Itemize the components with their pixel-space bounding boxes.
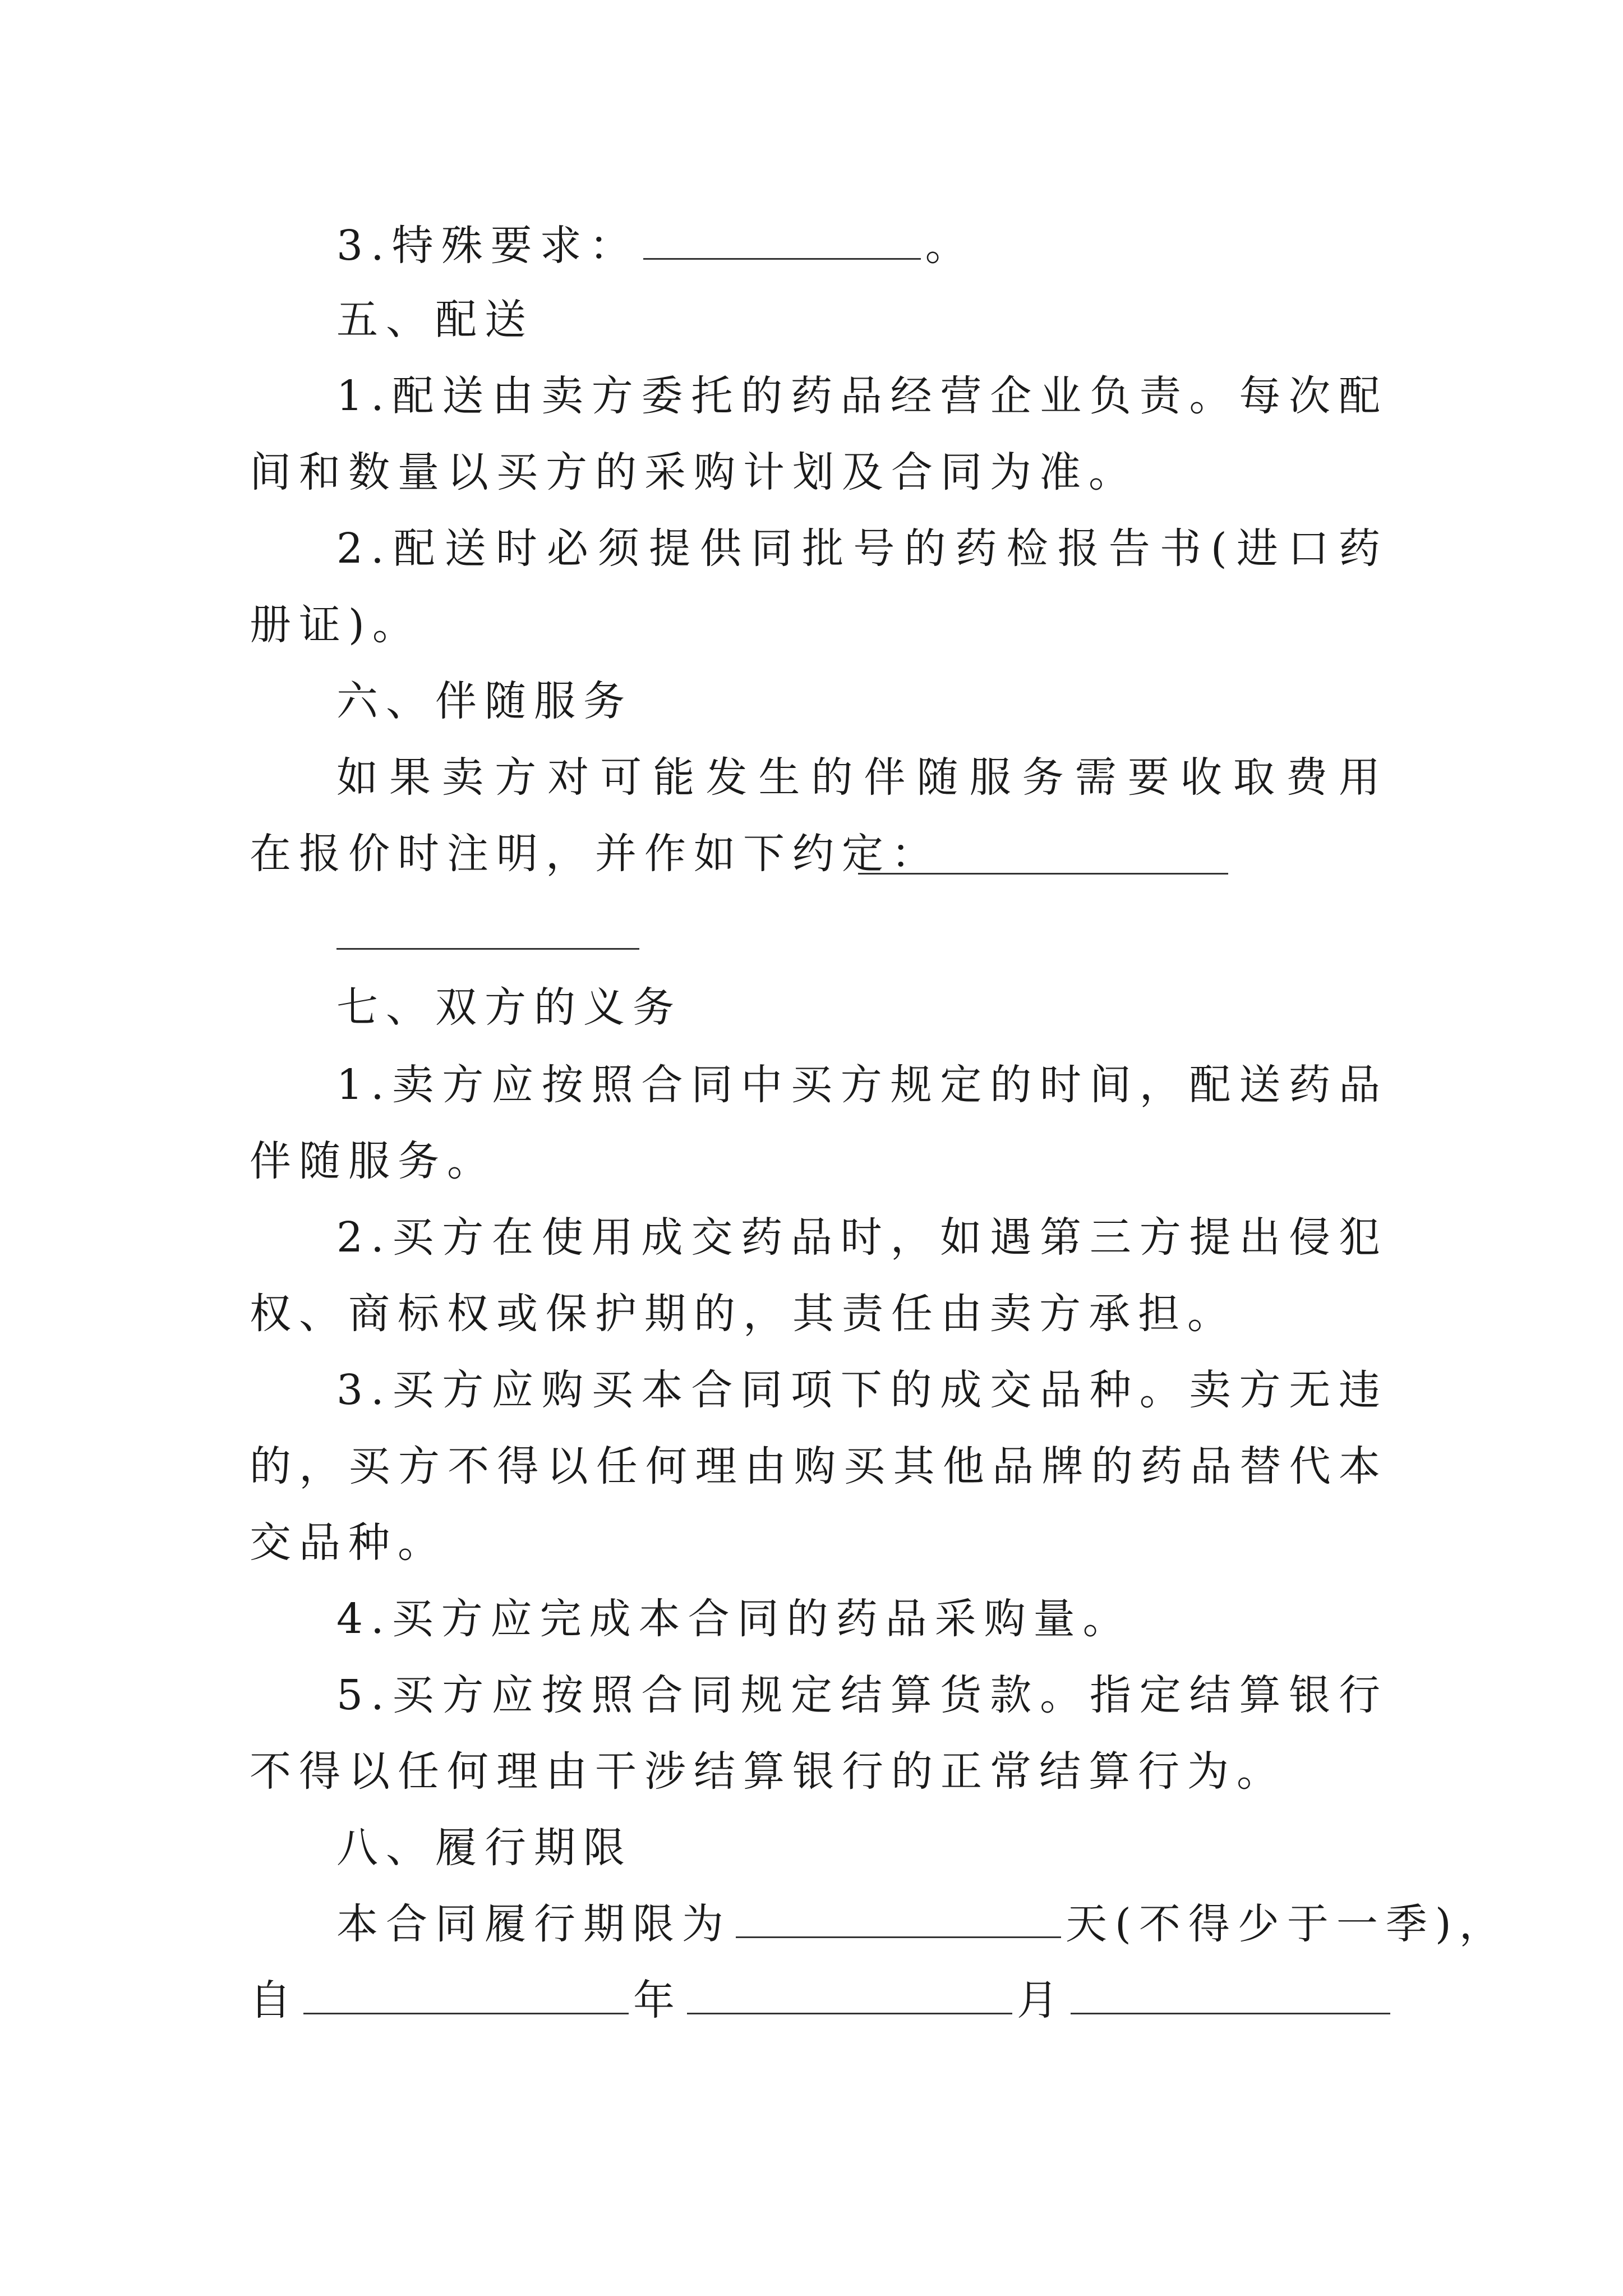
section-5-heading: 五、配送	[336, 296, 534, 344]
section-7-item-1-line-1: 1.卖方应按照合同中买方规定的时间，配送药品	[336, 1061, 1388, 1109]
section-7-item-3-line-1: 3.买方应购买本合同项下的成交品种。卖方无违	[336, 1366, 1388, 1414]
section-5-item-2-line-1: 2.配送时必须提供同批号的药检报告书(进口药	[336, 524, 1388, 573]
service-terms-blank-1[interactable]	[858, 873, 1228, 875]
month-label: 月	[1017, 1976, 1066, 2024]
special-requirements-end: 。	[925, 222, 975, 270]
section-8-heading: 八、履行期限	[336, 1824, 633, 1872]
from-day-blank[interactable]	[1071, 1978, 1390, 2014]
service-terms-blank-2[interactable]	[336, 948, 639, 950]
special-requirements-blank[interactable]	[643, 223, 921, 260]
special-requirements-label: 3.特殊要求：	[336, 222, 639, 270]
section-5-item-1-line-1: 1.配送由卖方委托的药品经营企业负责。每次配	[336, 372, 1388, 420]
section-7-item-2-line-1: 2.买方在使用成交药品时，如遇第三方提出侵犯	[336, 1213, 1388, 1262]
section-6-para-line-1: 如果卖方对可能发生的伴随服务需要收取费用	[336, 753, 1388, 802]
section-7-item-5-line-1: 5.买方应按照合同规定结算货款。指定结算银行	[336, 1671, 1388, 1719]
from-year-blank[interactable]	[303, 1978, 629, 2014]
section-7-item-4: 4.买方应完成本合同的药品采购量。	[336, 1595, 1132, 1643]
special-requirements-line	[336, 219, 1388, 273]
from-label: 自	[250, 1976, 299, 2024]
section-6-heading: 六、伴随服务	[336, 677, 633, 725]
from-month-blank[interactable]	[687, 1978, 1012, 2014]
section-7-item-5-line-2: 不得以任何理由干涉结算银行的正常结算行为。	[250, 1747, 1286, 1796]
year-label: 年	[633, 1976, 683, 2024]
term-days-suffix: 天(不得少于一季)，	[1066, 1900, 1509, 1948]
term-label: 本合同履行期限为	[336, 1900, 731, 1948]
section-7-item-2-line-2: 权、商标权或保护期的，其责任由卖方承担。	[250, 1290, 1237, 1338]
term-days-blank[interactable]	[736, 1902, 1061, 1938]
section-7-item-3-line-3: 交品种。	[250, 1519, 447, 1567]
section-7-heading: 七、双方的义务	[336, 983, 682, 1032]
section-6-para-line-2-text: 在报价时注明，并作如下约定：	[250, 830, 940, 878]
section-8-para-line-1	[336, 1897, 1509, 1951]
section-8-para-line-2	[250, 1973, 1388, 2027]
section-7-item-1-line-2: 伴随服务。	[250, 1137, 496, 1185]
section-7-item-3-line-2: 的，买方不得以任何理由购买其他品牌的药品替代本	[250, 1442, 1388, 1490]
section-5-item-1-line-2: 间和数量以买方的采购计划及合同为准。	[250, 448, 1138, 496]
section-5-item-2-line-2: 册证)。	[250, 601, 422, 649]
